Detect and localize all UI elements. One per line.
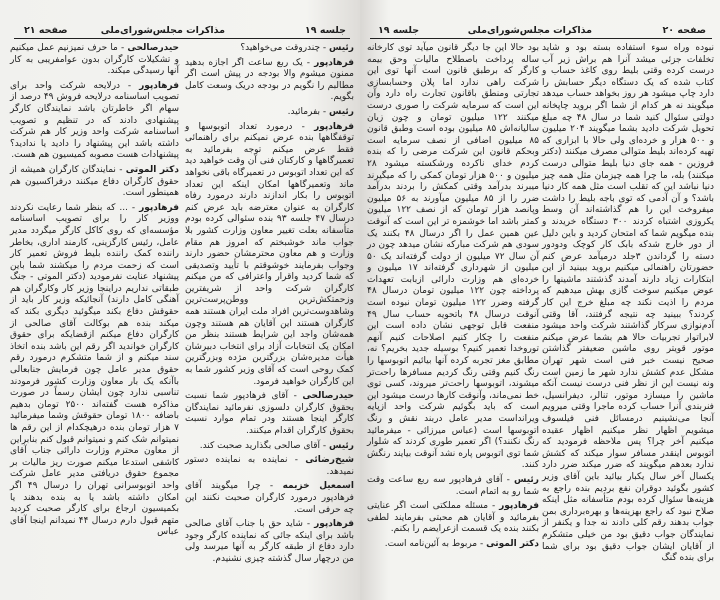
paragraph — [367, 475, 539, 498]
paragraph — [185, 441, 354, 453]
speaker-name: فرهادپور — [139, 80, 179, 91]
speech-text: - مربوط به آئین‌نامه است. — [384, 538, 487, 549]
paragraph — [542, 43, 714, 565]
speaker-name: رئیس — [329, 440, 354, 451]
speaker-name: فرهادپور — [499, 501, 539, 512]
speaker-name: فرهادپور — [314, 121, 354, 132]
speaker-name: فرهادپور — [139, 202, 179, 213]
speech-text: - چرا میگویند آقای فرهادپور درمورد کارگران صحبت نکنند این چه حرفی است. — [185, 481, 354, 515]
paragraph — [185, 391, 354, 437]
speech-text: - آقای فرهادپور سه ربع ساعت وقت شما رو به اتمام است. — [367, 474, 539, 497]
page-number: صفحه ۲۰ — [662, 25, 706, 36]
speech-text: - درلایحه شرکت واحد برای تصویب اساسنامه درلایحه فروش ۴۹ درصد از سهام اگر خاطرتان باشد نمایندگان کارگر پیشنهادی دادند که در تنظیم و تصویب اساسنامه شرکت واحد وزیر کار هم شرکت داشته باشد این پیشنهاد را دادید یا ندادید؟ پیشنهادات هست مصوبه کمیسیون هم هست. — [10, 80, 179, 161]
header-title: مذاکرات مجلس‌شورای‌ملی — [100, 25, 225, 36]
speaker-name: دکتر الموتی — [486, 538, 539, 549]
right-page-20 — [360, 0, 720, 600]
speaker-name: حیدرصالحی — [127, 43, 179, 53]
speech-text: - مسئله مملکتی است اگر عنایتی بفرمائید و آقایان هم محبتی بفرمایند لطفی بکنند بنده یک قسمت ازعرایضم را بکنم. — [367, 501, 539, 535]
paragraph — [185, 481, 354, 516]
header-title: مذاکرات مجلس‌شورای‌ملی — [467, 25, 592, 36]
paragraph — [367, 43, 539, 472]
speech-text: - ... که بنظر شما رعایت نکردند ووزیر کار را برای تصویب اساسنامه مؤسسه‌ای که روی کاکل کارگر میگردد مدیر عامل، رئیس کارگزینی، کارمند اداری، بخاطر راننده کمک راننده بلیط فروش تعمیر کار است که زحمت مردم را میکشند شما باین پیشنهاد عنایت نفرمودید (دکتر الموتی - جنگ طبقاتی نداریم دراینجا وزیر کار وکارگران هم آهنگی کامل دارند) آنجائیکه وزیر کار باید از حقوقش دفاع بکند میگوئید دیگری بکند که میکند بنده هم بوکالت آقای صالحی از کارگران دفاع میکنم ازقضایکه برای حقوق کارگران خواندید اگر رقم این باشد بنده اتخاذ سند میکنم و از شما متشکرم درمورد رقم حقوق مدیر عامل چون فرمایش جنابعالی باآنکه یک بار معاون وزارت کشور فرمودند تناسبی ندارد چون ایشان رسماً در صورت مذاکره هست گفته‌اند ۲۵۰۰ تومان بدهیم باضافه ۱۸۰۰ تومان حقوقش وشما میفرمائید ۷ هزار تومان بنده درهیچکدام از این رقم ها نمیتوانم شک کنم و نمیتوانم قبول کنم بنابراین از معاون محترم وزارت دارائی جناب آقای کاشفی استدعا میکنم صورت ریز مالیات بر مجموع حقوق دریافتی مدیر عامل شرکت واحد اتوبوسرانی تهران را درسال ۴۹ اگر امکان داشته باشد یا به بنده بدهند یا بکمیسیون ارجاع برای کارگر صحبت کردید متهم قبول دارم درسال ۴۴ نمیدانم اینجا آقای عباس — [9, 202, 179, 538]
speaker-name: حیدرصالحی — [302, 391, 354, 402]
speech-text: - ما حرف نمیزنیم عمل میکنیم و تشکیلات کارگران بدون عوامفریبی به کار آنها رسیدگی میکند. — [10, 43, 179, 77]
speech-text: - درمورد تعداد اتوبوسها و توقفگاهها بنده عرض نمیکنم برای راهنمائی فقط عرض میکنم توجه بفرمائید به تعمیرگاهها و کارکنان فنی آن وقت خواهید دید که این تعداد اتوبوس در تعمیرگاه باقی نخواهد ماند وتعمیرگاهها امکان اینکه این تعداد اتوبوس را بکار اندازند دارند درمورد رفاه کارگران به عنوان معترضه باید عرض کنم درسال ۴۷ جلسه ۹۳ بنده سئوالی کرده بودم متأسفانه بعلت تغییر معاون وزارت کشور بلا جواب ماند خوشبختم که امروز هم مقام وزارت و هم معاون محترمشان حضور دارند وجواب بفرمایند خوشوقتم با تأیید وتصدیقی که شما کردید واقرار واعترافی که من میکنم کارگران شرکت واحد از شریفترین وزحمتکش‌ترین ووطن‌پرست‌ترین وشاهدوست‌ترین افراد ملت ایران هستند همه کارگران هستند این آقایان هم هستند وچون همه‌شان واجد این شرایط هستند بنظر من امکان یک انتخابات آزاد برای انتخاب دبیرشان هیأت مدیره‌شان بزرگترین مژده وبزرگترین کمک روحی است که آقای وزیر کشور شما به این کارگران خواهید فرمود. — [185, 121, 354, 387]
speech-text: بود حالا این جا دیگر قانون میآید توی کارخانه ساله پرداخت باصطلاح مالیات وحق بیمه کارگر که برطبق قانون است آنها توی این شرکت راهی ندارد اما پلان وحسابسازی تجارتی ومنطق باقانون تجارت راه دارد وآن این است که سرمایه شرکت را صوری درست میکنند ۱۲۲ میلیون تومان و چون زیان سالیانه‌اش ۸۵ میلیون بوده است وطبق قانون ۸۵ میلیون اضافی از نصف سرمایه است وبحکم قانون این شرکت مرضی را که بنده کردم خدای ناکرده ورشکسته میشود ۲۸ میلیون و ۵۰۰ هزار تومان کمکی را که میگیرند میبرند بدرآمد وقتی کمکش را بردند بدرآمد ضرر را از ۸۵ میلیون میآورند به ۵۶ میلیون وپانصد هزار تومان که از نصف ۱۲۲ میلیون کمتر باشد اما خوشمزه تر این است که آنوقت عین همین عمل را اگر درسال ۴۸ بکنند یک سودی هم شرکت مبارکه نشان میدهد چون در آن سال ۷۲ میلیون از دولت گرفته‌اند یک ۵۰ میلیون از شهرداری گرفته‌اند ۱۷ میلیون و خرده‌ای هم وزارت دارائی ازبابت تعهدات پرداخته چون ۱۲۲ میلیون تومان درسال ۴۸ گرفته وضرر ۱۲۲ میلیون تومان نبوده است آنوقت درسال ۴۸ باتحویه حساب سال ۴۹ منفعت قابل توجهی نشان داده است این منفعت را چکار کنیم اصلاحات کنیم آنهم توروخدا تعمیر کنیم؟ بوسیله جدید بخریم؟ نه، مطابق مغز تجربه کرده آنها بیائیم اتوبوسها را رنگ کنیم وقتی رنگ کردیم مسافرها راحت‌تر میشوند، اتوبوسها راحت‌تر میروند، کسی توی خط نمی‌ماند، وآنوقت کارها درست میشود این است که باید بگوئیم شرکت واحد ازپایه ویرانداست مدیر عامل دربند نقش و رنگ اتوبوسها است (عباس میرزائی - میفرمائید رنگ نکنند؟) اگر تعمیر طوری کردند که شلوار شما توی اتوبوس پاره نشد آنوقت بیایند رنگش کنند. — [367, 43, 540, 471]
speaker-name: رئیس — [329, 43, 354, 53]
speaker-name: دکتر الموتی — [125, 164, 179, 175]
speech-text: - آقای فرهادپور شما نسبت بحقوق کارگران دلسوزی نفرمائید نمایندگان کارگر اینجا هستند ودر تمام موارد نسبت بحقوق کارگران اقدام میکنند. — [185, 391, 354, 436]
paragraph — [185, 519, 354, 565]
text-column-right — [542, 43, 714, 568]
speech-text: - بفرمائید. — [287, 106, 330, 117]
paragraph — [367, 501, 539, 536]
speaker-name: اسمعیل خزیمه — [282, 481, 354, 492]
speech-text: نبوده وراه سوء استفاده بسته بود و شاید تخلفات جزئی میشد آنرا هم براش زیر آب درست کرده وقتی بلیط روی کاغذ حساب و کتاب شده که یک دستگاه دیگر حسابش را دارد چاپ میشود هر روز بخواهد حساب میدهد میگویند نه هر کدام از شما اگر بروید چاپخانه دولتی سئوال کنید شما در سال ۴۸ چه مبلغ تحویل شرکت دادید بشما میگویند ۲۰۴ میلیون و ۵۰۰ هزار و خرده‌ای ولی حالا با ابزاری که تهیه کرده‌اند بلیط متوالی مصرف میکنند (دکتر فروزین - همه جای دنیا بلیط متوالی درست میکنند) بله، ما چرا همه چیزمان مثل همه چیز دنیا نباشد این که تقلب است مثل همه کار دنیا باشد؟ و آن آدمی که توی باجه بلیط را داشت میفروخت این را هم گذاشته‌اند آن وسط یکروزی اشتباه کردند ۳۰۰ دستگاه خریدند و بنده میگویم شما که امتحان کردید و باین دلیل از دور خارج شدکه بابک کار کوچک ودودور دسته را گرداندن ۳جلد درمیآمد عرض کنم حضورتان راهنمائی میکنیم بروید ببینید از این ابتکارات زیاد دارند آمدند گذشتند ماشینها را عوض میکنیم سوخت گازی بهش میدهیم که مردم را اذیت نکند چه مبلغ خرج این کار کردند؟ ببینید چه نتیجه گرفتند، آقا وقتی آدم‌نوازی سرکار گذاشتند شرکت واحد میشود لابراتوار تجربیات حالا هم بشما عرض میکنم موتور قویتر روی ماشین ضعیفتر گذاشتن صحیح نیست خبر فنی است شهر تهران مشکل عدم کشش ندارد شهر ما زمین است ونه نیست این از نظر فنی درست نیست آنکه ماشین را میسازد موتور، تنالر، دیفرانسیل، فنربندی آنرا حساب کرده ماجرا وقتی میرویم آنجا می‌نشینیم درمسائل فنی فیلسوف میشویم اظهار نظر میکنیم اظهار عقیده میکنیم آخر چرا؟ پس ملاحظه فرمودید که اتوبوس اینقدر مسافر سوار میکند که کشش ندارد بعدهم میگویند که ضرر میکند ضرر دارد یکسال آخر سال یکبار بیائید باین آقای وزیر کشور بگوئید دوقران نفع بردیم بنده راجع به هزینه‌ها سئوال کرده بودم متأسفانه مثل اینکه صلاح نبود که راجع بهزینه‌ها و بهره‌برداری بمن جواب بدهند رقم کلی دادند نه جدا و یکنفر از نمایندگان جواب دقیق بود من خیلی متشکرم از آقایان ایشان جواب دقیق بود برای شما برای بنده گنگ — [542, 43, 714, 564]
session-number: جلسه ۱۹ — [378, 25, 420, 36]
speaker-name: فرهادپور — [314, 519, 354, 530]
text-column-right — [185, 43, 354, 569]
paragraph — [185, 122, 354, 389]
speech-text: - آقای صالحی بگذارید صحبت کند. — [199, 440, 330, 451]
paragraph — [10, 203, 179, 539]
speaker-name: فرهادپور — [314, 57, 354, 68]
speech-text: - شاید حق با جناب آقای صالحی باشد برای اینکه جائی که نماینده کارگر وجود دارد دفاع از طبقه کارگر به آنها میرسد ولی من درچهار سال گذشته چیزی نشنیدم. — [185, 519, 354, 564]
session-number: جلسه ۱۹ — [304, 25, 346, 36]
running-header — [370, 26, 712, 39]
text-column-left — [367, 43, 539, 554]
paragraph — [185, 455, 354, 478]
paragraph — [185, 107, 354, 119]
speaker-name: رئیس — [514, 474, 539, 485]
paragraph — [185, 58, 354, 104]
running-header — [14, 26, 350, 39]
speaker-name: رئیس — [329, 106, 354, 117]
page-number: صفحه ۲۱ — [24, 25, 68, 36]
text-column-left — [10, 43, 179, 542]
speech-text: - نماینده به نماینده دستور نمیدهد. — [185, 455, 354, 477]
speech-text: - چندروقت می‌خواهید؟ — [240, 43, 330, 53]
paragraph — [10, 165, 179, 200]
speaker-name: شیخ‌رضائی — [305, 455, 354, 466]
paragraph — [10, 43, 179, 78]
paragraph — [10, 81, 179, 162]
speech-text: - نمایندگان کارگران همیشه از حقوق کارگران دفاع میکنند درفراکسیون هم همینطور است. — [10, 164, 179, 199]
paragraph — [185, 43, 354, 55]
speech-text: - یک ربع ساعت اگر اجازه بدهید ممنون میشوم والا بودجه در پیش است اگر مطالبم را نگویم در بودجه دریک وسعت کامل بگویم. — [185, 57, 354, 103]
paragraph — [367, 539, 539, 551]
